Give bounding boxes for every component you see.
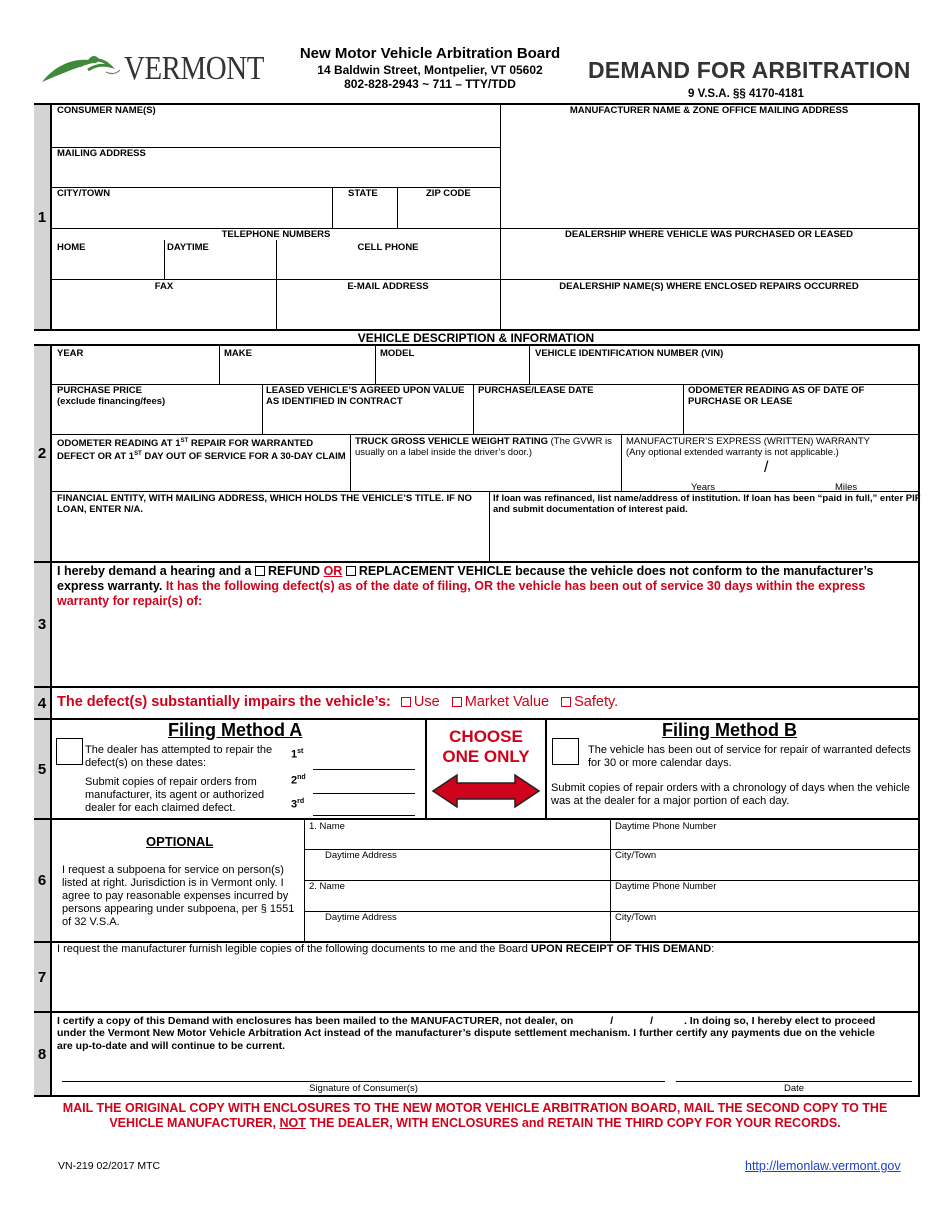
fax-label: FAX: [154, 281, 174, 292]
section-number-3: 3: [34, 563, 52, 686]
repair-date-2-field[interactable]: [313, 774, 415, 794]
zip-code-label: ZIP CODE: [426, 188, 471, 199]
gvwr-label: TRUCK GROSS VEHICLE WEIGHT RATING (The GVWR is usually on a label inside the driver’s door.): [355, 436, 612, 458]
demand-text: I hereby demand a hearing and a REFUND OR REPLACEMENT VEHICLE because the vehicle does not conform to the manufacturer’s express warranty. It has the following defect(s) as of the date of filing, OR the vehicle has been out of service 30 days within the express warranty for repair(s) of:: [57, 564, 874, 608]
city-town-field[interactable]: [53, 200, 331, 227]
purchase-price-field[interactable]: [53, 410, 261, 433]
section-number-1: 1: [34, 105, 52, 329]
refinance-field[interactable]: [490, 518, 918, 560]
mail-instructions: MAIL THE ORIGINAL COPY WITH ENCLOSURES TO THE NEW MOTOR VEHICLE ARBITRATION BOARD, MAIL THE SECOND COPY TO THE VEHICLE MANUFACTURER, NOT THE DEALER, WITH ENCLOSURES and RETAIN THE THIRD COPY FOR YOUR RECORDS.: [62, 1101, 888, 1130]
odometer-purchase-field[interactable]: [684, 410, 918, 433]
leased-value-field[interactable]: [263, 410, 472, 433]
model-label: MODEL: [380, 348, 415, 359]
method-b-text: The vehicle has been out of service for repair of warranted defects for 30 or more calendar days.: [588, 744, 911, 769]
refinance-label: If loan was refinanced, list name/address of institution. If loan has been “paid in full,” enter PIF and submit documentation of interest paid.: [493, 493, 921, 515]
section-number-8: 8: [34, 1013, 52, 1095]
documents-request-text: I request the manufacturer furnish legible copies of the following documents to me and the Board UPON RECEIPT OF THIS DEMAND:: [57, 943, 715, 955]
leaf-logo-icon: [40, 52, 125, 88]
warranty-years-field[interactable]: [624, 460, 762, 481]
repair-date-1-label: 1st: [291, 748, 304, 761]
method-b-submit: Submit copies of repair orders with a chronology of days when the vehicle was at the dealer for a major portion of each day.: [551, 782, 910, 807]
witness-1-phone-label: Daytime Phone Number: [615, 821, 717, 832]
warranty-years-label: Years: [691, 482, 715, 493]
refund-checkbox[interactable]: [255, 566, 265, 576]
form-id: VN-219 02/2017 MTC: [58, 1160, 161, 1172]
method-a-text: The dealer has attempted to repair the defect(s) on these dates:: [85, 744, 273, 769]
market-value-checkbox[interactable]: [452, 697, 462, 707]
daytime-phone-field[interactable]: [165, 254, 275, 278]
witness-2-city-label: City/Town: [615, 912, 657, 923]
model-field[interactable]: [376, 360, 528, 383]
vin-field[interactable]: [530, 360, 918, 383]
cell-phone-field[interactable]: [277, 254, 499, 278]
certify-lines-2-3: under the Vermont New Motor Vehicle Arbitration Act instead of the manufacturer’s dispute settlement mechanism. I further certify any payments due on the vehicle are up-to-date and will continue to be current.: [57, 1027, 875, 1052]
zip-code-field[interactable]: [398, 200, 499, 227]
subpoena-text: I request a subpoena for service on person(s) listed at right. Jurisdiction is in Vermont only. I agree to pay reasonable expenses incurred by persons appearing under subpoena, per § 1551 of 32 V.S.A.: [62, 864, 295, 928]
purchase-price-label: PURCHASE PRICE (exclude financing/fees): [57, 385, 166, 407]
defects-field[interactable]: [53, 610, 918, 685]
purchase-date-field[interactable]: [474, 397, 682, 433]
witness-2-address-label: Daytime Address: [325, 912, 397, 923]
manufacturer-field[interactable]: [501, 117, 918, 227]
signature-field[interactable]: [62, 1060, 665, 1082]
odometer-purchase-label: ODOMETER READING AS OF DATE OF PURCHASE OR LEASE: [688, 385, 865, 407]
date-label: Date: [783, 1083, 805, 1094]
home-phone-field[interactable]: [53, 254, 163, 278]
city-town-label: CITY/TOWN: [57, 188, 111, 199]
choose-one-only: CHOOSE ONE ONLY: [442, 727, 530, 766]
witness-2-address-field[interactable]: [305, 924, 609, 940]
optional-heading: OPTIONAL: [146, 834, 214, 849]
financial-entity-field[interactable]: [53, 518, 488, 560]
section-number-5: 5: [34, 720, 52, 818]
witness-2-phone-label: Daytime Phone Number: [615, 881, 717, 892]
lemonlaw-link[interactable]: http://lemonlaw.vermont.gov: [745, 1159, 901, 1173]
dealership-repairs-label: DEALERSHIP NAME(S) WHERE ENCLOSED REPAIRS OCCURRED: [559, 281, 859, 292]
signature-label: Signature of Consumer(s): [309, 1083, 418, 1094]
year-label: YEAR: [57, 348, 84, 359]
email-field[interactable]: [277, 293, 499, 329]
certify-line-1: I certify a copy of this Demand with enclosures has been mailed to the MANUFACTURER, not dealer, on / / . In doing so, I hereby elect to proceed: [57, 1015, 876, 1027]
signature-date-field[interactable]: [676, 1060, 912, 1082]
form-title: DEMAND FOR ARBITRATION: [588, 57, 911, 83]
mailing-address-field[interactable]: [53, 160, 499, 186]
filing-method-b-title: Filing Method B: [662, 720, 797, 740]
gvwr-field[interactable]: [351, 460, 620, 490]
mail-date-field[interactable]: [595, 1013, 703, 1027]
state-field[interactable]: [333, 200, 396, 227]
state-label: STATE: [348, 188, 378, 199]
repair-date-3-field[interactable]: [313, 796, 415, 816]
daytime-phone-label: DAYTIME: [167, 242, 209, 253]
manufacturer-label: MANUFACTURER NAME & ZONE OFFICE MAILING ADDRESS: [569, 105, 849, 116]
safety-checkbox[interactable]: [561, 697, 571, 707]
witness-1-city-label: City/Town: [615, 850, 657, 861]
vin-label: VEHICLE IDENTIFICATION NUMBER (VIN): [535, 348, 724, 359]
consumer-name-label: CONSUMER NAME(S): [57, 105, 156, 116]
witness-1-city-field[interactable]: [611, 862, 918, 879]
section-number-4: 4: [34, 688, 52, 718]
home-phone-label: HOME: [57, 242, 86, 253]
method-a-checkbox[interactable]: [56, 738, 83, 765]
warranty-label: MANUFACTURER’S EXPRESS (WRITTEN) WARRANTY (Any optional extended warranty is not applicable.): [626, 436, 871, 458]
replacement-checkbox[interactable]: [346, 566, 356, 576]
warranty-slash: /: [764, 459, 769, 476]
section-number-7: 7: [34, 943, 52, 1011]
use-checkbox[interactable]: [401, 697, 411, 707]
witness-1-address-field[interactable]: [305, 862, 609, 879]
board-address: 14 Baldwin Street, Montpelier, VT 05602: [317, 63, 543, 77]
year-field[interactable]: [53, 360, 218, 383]
method-a-submit: Submit copies of repair orders from manufacturer, its agent or authorized dealer for each claimed defect.: [85, 776, 265, 814]
witness-2-name-label: 2. Name: [309, 881, 345, 892]
repair-date-3-label: 3rd: [291, 798, 305, 811]
repair-date-1-field[interactable]: [313, 750, 415, 770]
make-field[interactable]: [220, 360, 374, 383]
dealership-repairs-field[interactable]: [501, 293, 918, 329]
leased-value-label: LEASED VEHICLE’S AGREED UPON VALUE AS IDENTIFIED IN CONTRACT: [266, 385, 465, 407]
purchase-date-label: PURCHASE/LEASE DATE: [478, 385, 594, 396]
consumer-name-field[interactable]: [53, 117, 499, 146]
email-label: E-MAIL ADDRESS: [347, 281, 429, 292]
cell-phone-label: CELL PHONE: [357, 242, 419, 253]
board-name: New Motor Vehicle Arbitration Board: [299, 45, 561, 62]
witness-1-name-label: 1. Name: [309, 821, 345, 832]
telephone-numbers-label: TELEPHONE NUMBERS: [221, 229, 331, 240]
dealership-purchased-field[interactable]: [501, 241, 918, 278]
vehicle-heading: VEHICLE DESCRIPTION & INFORMATION: [357, 331, 595, 345]
mailing-address-label: MAILING ADDRESS: [57, 148, 146, 159]
method-b-checkbox[interactable]: [552, 738, 579, 765]
financial-entity-label: FINANCIAL ENTITY, WITH MAILING ADDRESS, WHICH HOLDS THE VEHICLE’S TITLE. IF NO LOAN, ENTER N/A.: [57, 493, 472, 515]
witness-2-name-field[interactable]: [305, 893, 609, 910]
impairs-text: The defect(s) substantially impairs the vehicle’s: Use Market Value Safety.: [57, 694, 619, 710]
statute-ref: 9 V.S.A. §§ 4170-4181: [688, 88, 804, 100]
witness-1-address-label: Daytime Address: [325, 850, 397, 861]
logo-text: VERMONT: [124, 50, 264, 87]
dealership-purchased-label: DEALERSHIP WHERE VEHICLE WAS PURCHASED OR LEASED: [564, 229, 854, 240]
section-number-6: 6: [34, 820, 52, 941]
odometer-repair-field[interactable]: [53, 460, 349, 490]
witness-2-phone-field[interactable]: [611, 893, 918, 910]
filing-method-a-title: Filing Method A: [168, 720, 303, 740]
vermont-logo: [40, 50, 275, 90]
board-phone: 802-828-2943 ~ 711 – TTY/TDD: [344, 77, 516, 91]
warranty-miles-field[interactable]: [776, 460, 916, 481]
double-arrow-icon: [431, 773, 541, 809]
witness-2-city-field[interactable]: [611, 924, 918, 940]
warranty-miles-label: Miles: [835, 482, 858, 493]
make-label: MAKE: [224, 348, 252, 359]
odometer-repair-label: ODOMETER READING AT 1ST REPAIR FOR WARRANTED DEFECT OR AT 1ST DAY OUT OF SERVICE FOR A 30-DAY CLAIM: [57, 438, 346, 463]
section-number-2: 2: [34, 346, 52, 561]
witness-1-phone-field[interactable]: [611, 832, 918, 848]
fax-field[interactable]: [53, 293, 275, 329]
repair-date-2-label: 2nd: [291, 774, 306, 787]
documents-request-field[interactable]: [53, 958, 918, 1010]
witness-1-name-field[interactable]: [305, 832, 609, 848]
